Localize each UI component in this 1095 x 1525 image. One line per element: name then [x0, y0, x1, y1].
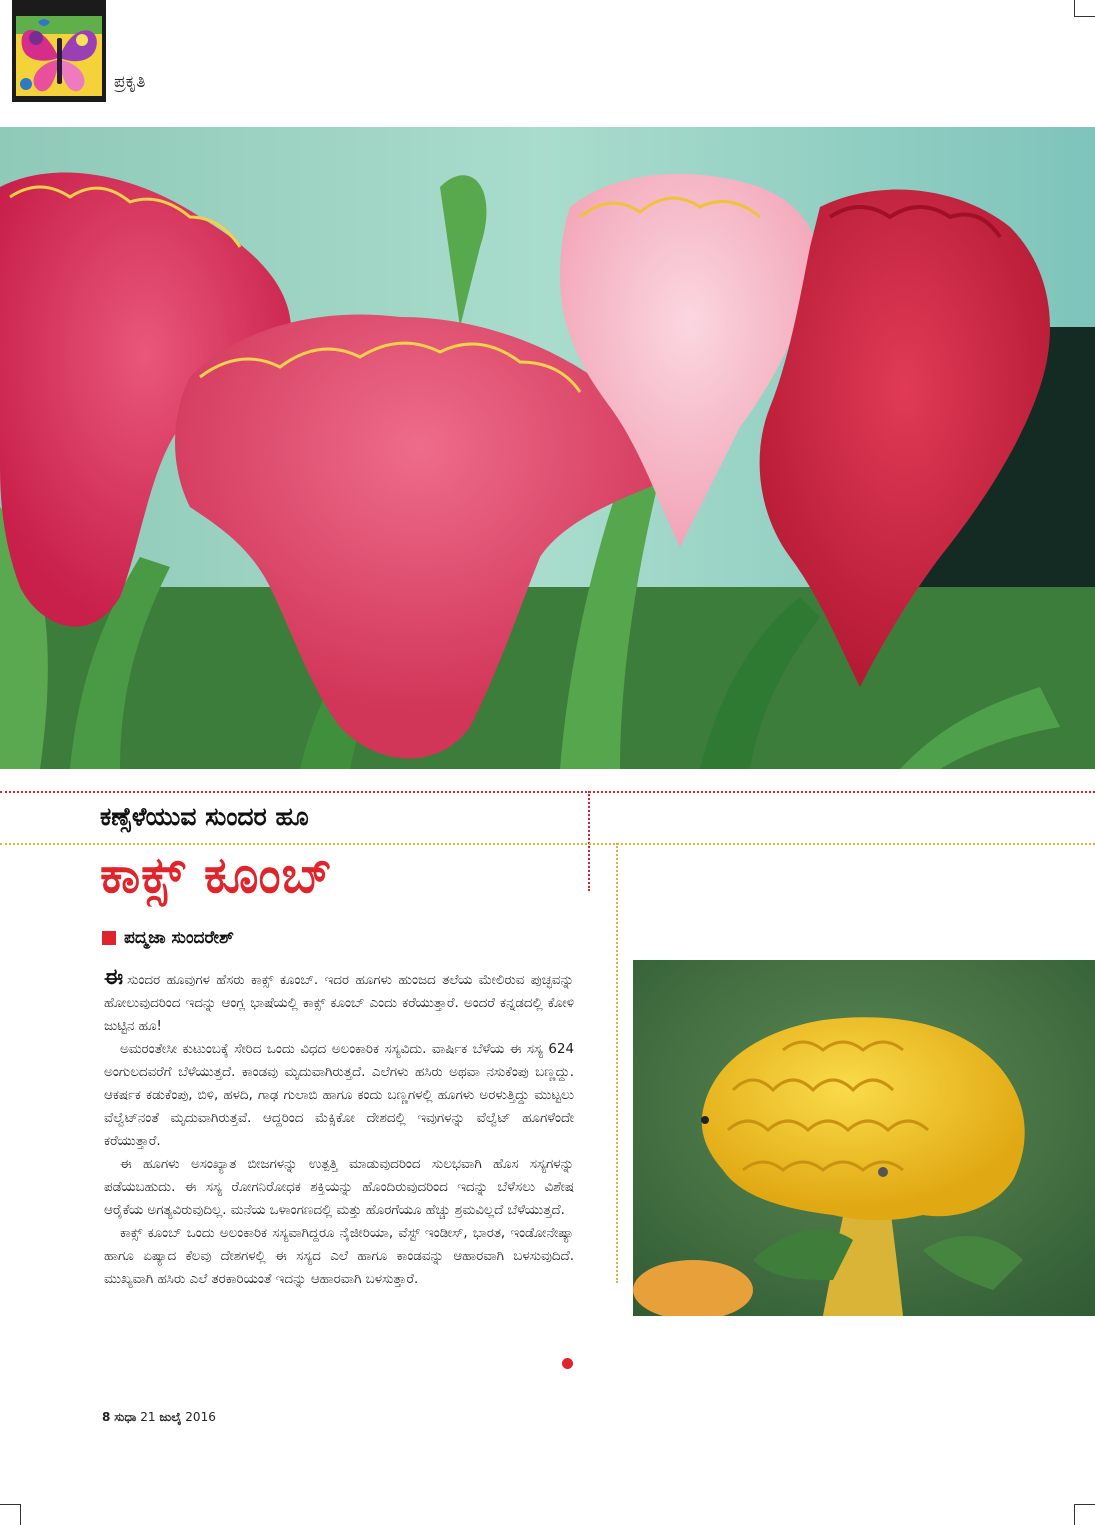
- divider-rule: [0, 791, 1095, 793]
- yellow-flower-photo: [633, 960, 1095, 1316]
- paragraph: ಈಸುಂದರ ಹೂವುಗಳ ಹೆಸರು ಕಾಕ್ಸ್ ಕೂಂಬ್. ಇದರ ಹೂಗಳು ಹುಂಜದ ತಲೆಯ ಮೇಲಿರುವ ಪುಚ್ಛವನ್ನು ಹೋಲುವುದರಿಂದ ಇದನ್ನು ಆಂಗ್ಲ ಭಾಷೆಯಲ್ಲಿ ಕಾಕ್ಸ್ ಕೂಂಬ್ ಎಂದು ಕರೆಯುತ್ತಾರೆ. ಅಂದರೆ ಕನ್ನಡದಲ್ಲಿ ಕೋಳಿ ಜುಟ್ಟಿನ ಹೂ!: [104, 965, 574, 1034]
- hero-flower-photo: [0, 127, 1095, 769]
- divider-rule: [0, 843, 1095, 845]
- drop-cap: ಈ: [104, 965, 124, 990]
- crop-mark: [1074, 0, 1095, 17]
- page-footer: [102, 1410, 216, 1425]
- paragraph: ಕಾಕ್ಸ್ ಕೂಂಬ್ ಒಂದು ಅಲಂಕಾರಿಕ ಸಸ್ಯವಾಗಿದ್ದರೂ ನೈಜೀರಿಯಾ, ವೆಸ್ಟ್ ಇಂಡೀಸ್, ಭಾರತ, ಇಂಡೋನೇಷ್ಯಾ ಹಾಗೂ ಏಷ್ಯಾದ ಕೆಲವು ದೇಶಗಳಲ್ಲಿ ಈ ಸಸ್ಯದ ಎಲೆ ಹಾಗೂ ಕಾಂಡವನ್ನು ಆಹಾರವಾಗಿ ಬಳಸುವುದಿದೆ. ಮುಖ್ಯವಾಗಿ ಹಸಿರು ಎಲೆ ತರಕಾರಿಯಂತೆ ಇದನ್ನು ಆಹಾರವಾಗಿ ಬಳಸುತ್ತಾರೆ.: [104, 1226, 574, 1287]
- end-mark-icon: [562, 1358, 573, 1369]
- bullet-square-icon: [102, 931, 116, 945]
- article-title: ಕಾಕ್ಸ್ ಕೂಂಬ್: [100, 846, 333, 904]
- article-kicker: ಕಣ್ಸೆಳೆಯುವ ಸುಂದರ ಹೂ: [100, 802, 309, 831]
- crop-mark: [1074, 1504, 1095, 1525]
- issue-year: 2016: [185, 1410, 216, 1424]
- divider-rule: [588, 791, 590, 891]
- issue-month: ಜುಲೈ: [159, 1410, 182, 1424]
- paragraph: ಅಮರಂತೇಸೀ ಕುಟುಂಬಕ್ಕೆ ಸೇರಿದ ಒಂದು ವಿಧದ ಅಲಂಕಾರಿಕ ಸಸ್ಯವಿದು. ವಾರ್ಷಿಕ ಬೆಳೆಯ ಈ ಸಸ್ಯ 624 ಅಂಗುಲದವರೆಗೆ ಬೆಳೆಯುತ್ತದೆ. ಕಾಂಡವು ಮೃದುವಾಗಿರುತ್ತದೆ. ಎಲೆಗಳು ಹಸಿರು ಅಥವಾ ನಸುಕೆಂಪು ಬಣ್ಣದ್ದು. ಆಕರ್ಷಕ ಕಡುಕೆಂಪು, ಬಿಳಿ, ಹಳದಿ, ಗಾಢ ಗುಲಾಬಿ ಹಾಗೂ ಕಂದು ಬಣ್ಣಗಳಲ್ಲಿ ಹೂಗಳು ಅರಳುತ್ತಿದ್ದು ಮುಟ್ಟಲು ವೆಲ್ವೆಟ್‌ನಂತೆ ಮೃದುವಾಗಿರುತ್ತವೆ. ಆದ್ದರಿಂದ ಮೆಕ್ಸಿಕೋ ದೇಶದಲ್ಲಿ ಇವುಗಳನ್ನು ವೆಲ್ವೆಟ್ ಹೂಗಳೆಂದೇ ಕರೆಯುತ್ತಾರೆ.: [104, 1042, 574, 1149]
- paragraph: ಈ ಹೂಗಳು ಅಸಂಖ್ಯಾತ ಬೀಜಗಳನ್ನು ಉತ್ಪತ್ತಿ ಮಾಡುವುದರಿಂದ ಸುಲಭವಾಗಿ ಹೊಸ ಸಸ್ಯಗಳನ್ನು ಪಡೆಯಬಹುದು. ಈ ಸಸ್ಯ ರೋಗನಿರೋಧಕ ಶಕ್ತಿಯನ್ನು ಹೊಂದಿರುವುದರಿಂದ ಇದನ್ನು ಬೆಳೆಸಲು ವಿಶೇಷ ಆರೈಕೆಯ ಅಗತ್ಯವಿರುವುದಿಲ್ಲ. ಮನೆಯ ಒಳಾಂಗಣದಲ್ಲಿ ಮತ್ತು ಹೊರಗೆಯೂ ಹೆಚ್ಚು ಶ್ರಮವಿಲ್ಲದೆ ಬೆಳೆಯುತ್ತದೆ.: [104, 1157, 574, 1218]
- crop-mark: [0, 1504, 21, 1525]
- issue-day: 21: [140, 1410, 156, 1424]
- butterfly-icon: [12, 0, 106, 102]
- byline: [102, 928, 234, 948]
- divider-rule: [616, 843, 618, 1283]
- page-number: 8: [102, 1410, 111, 1424]
- section-label: ಪ್ರಕೃತಿ: [114, 72, 146, 92]
- article-body: [104, 965, 574, 1291]
- author-name: ಪದ್ಮಜಾ ಸುಂದರೇಶ್: [124, 928, 234, 948]
- magazine-name: ಸುಧಾ: [114, 1410, 137, 1424]
